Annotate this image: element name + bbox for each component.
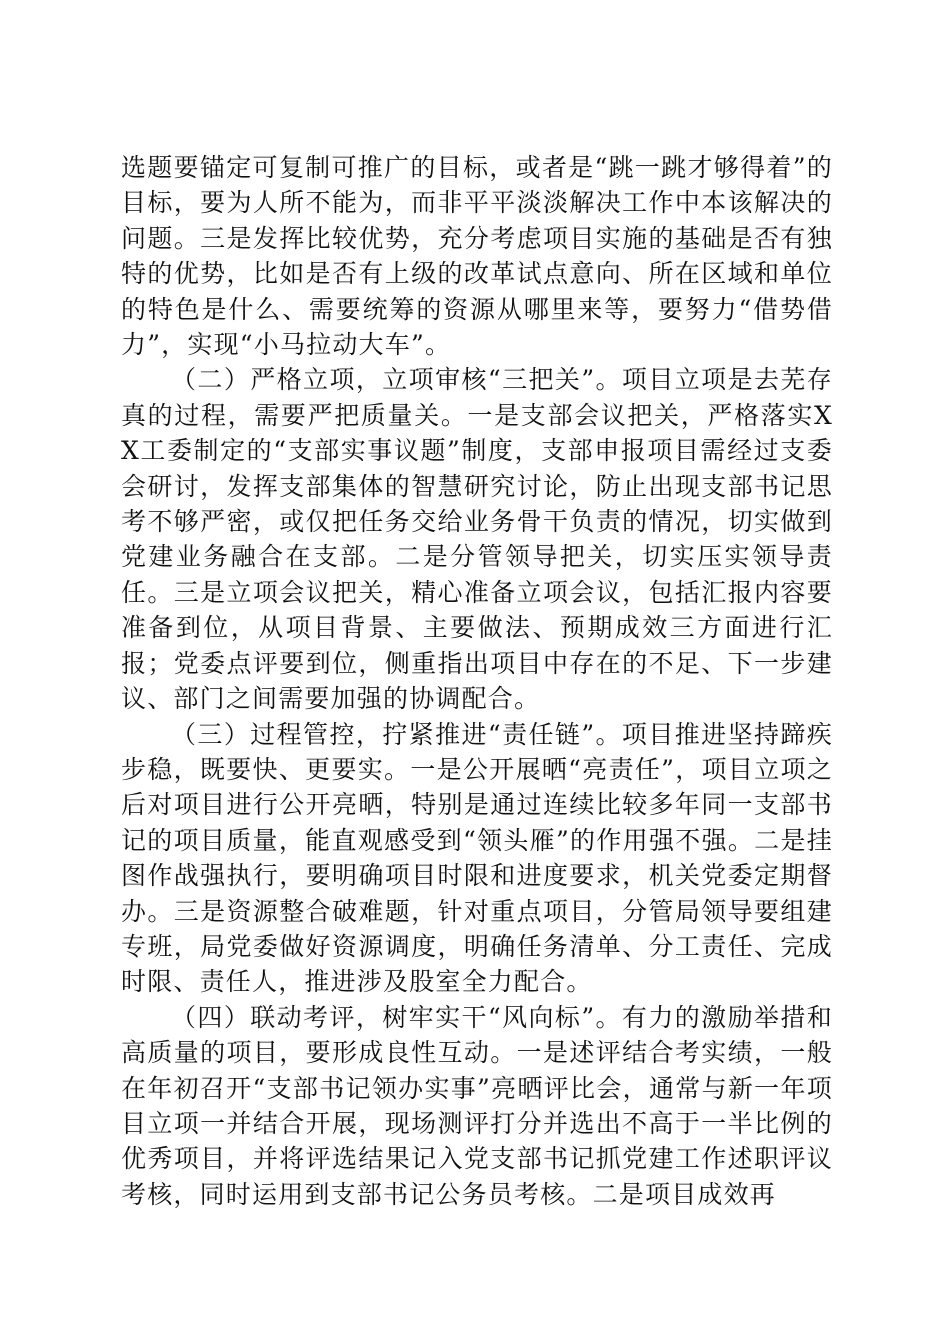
document-body	[121, 150, 833, 1212]
paragraph-section-2: （二）严格立项，立项审核“三把关”。项目立项是去芜存真的过程，需要严把质量关。一是支部会议把关，严格落实XX工委制定的“支部实事议题”制度，支部申报项目需经过支委会研讨，发挥支部集体的智慧研究讨论，防止出现支部书记思考不够严密，或仅把任务交给业务骨干负责的情况，切实做到党建业务融合在支部。二是分管领导把关，切实压实领导责任。三是立项会议把关，精心准备立项会议，包括汇报内容要准备到位，从项目背景、主要做法、预期成效三方面进行汇报；党委点评要到位，侧重指出项目中存在的不足、下一步建议、部门之间需要加强的协调配合。	[121, 365, 833, 714]
paragraph-section-4: （四）联动考评，树牢实干“风向标”。有力的激励举措和高质量的项目，要形成良性互动。一是述评结合考实绩，一般在年初召开“支部书记领办实事”亮晒评比会，通常与新一年项目立项一并结合开展，现场测评打分并选出不高于一半比例的优秀项目，并将评选结果记入党支部书记抓党建工作述职评议考核，同时运用到支部书记公务员考核。二是项目成效再	[121, 1002, 833, 1209]
paragraph-continuation: 选题要锚定可复制可推广的目标，或者是“跳一跳才够得着”的目标，要为人所不能为，而非平平淡淡解决工作中本该解决的问题。三是发挥比较优势，充分考虑项目实施的基础是否有独特的优势，比如是否有上级的改革试点意向、所在区域和单位的特色是什么、需要统筹的资源从哪里来等，要努力“借势借力”，实现“小马拉动大车”。	[121, 153, 833, 360]
paragraph-section-3: （三）过程管控，拧紧推进“责任链”。项目推进坚持蹄疾步稳，既要快、更要实。一是公开展晒“亮责任”，项目立项之后对项目进行公开亮晒，特别是通过连续比较多年同一支部书记的项目质量，能直观感受到“领头雁”的作用强不强。二是挂图作战强执行，要明确项目时限和进度要求，机关党委定期督办。三是资源整合破难题，针对重点项目，分管局领导要组建专班，局党委做好资源调度，明确任务清单、分工责任、完成时限、责任人，推进涉及股室全力配合。	[121, 719, 833, 997]
